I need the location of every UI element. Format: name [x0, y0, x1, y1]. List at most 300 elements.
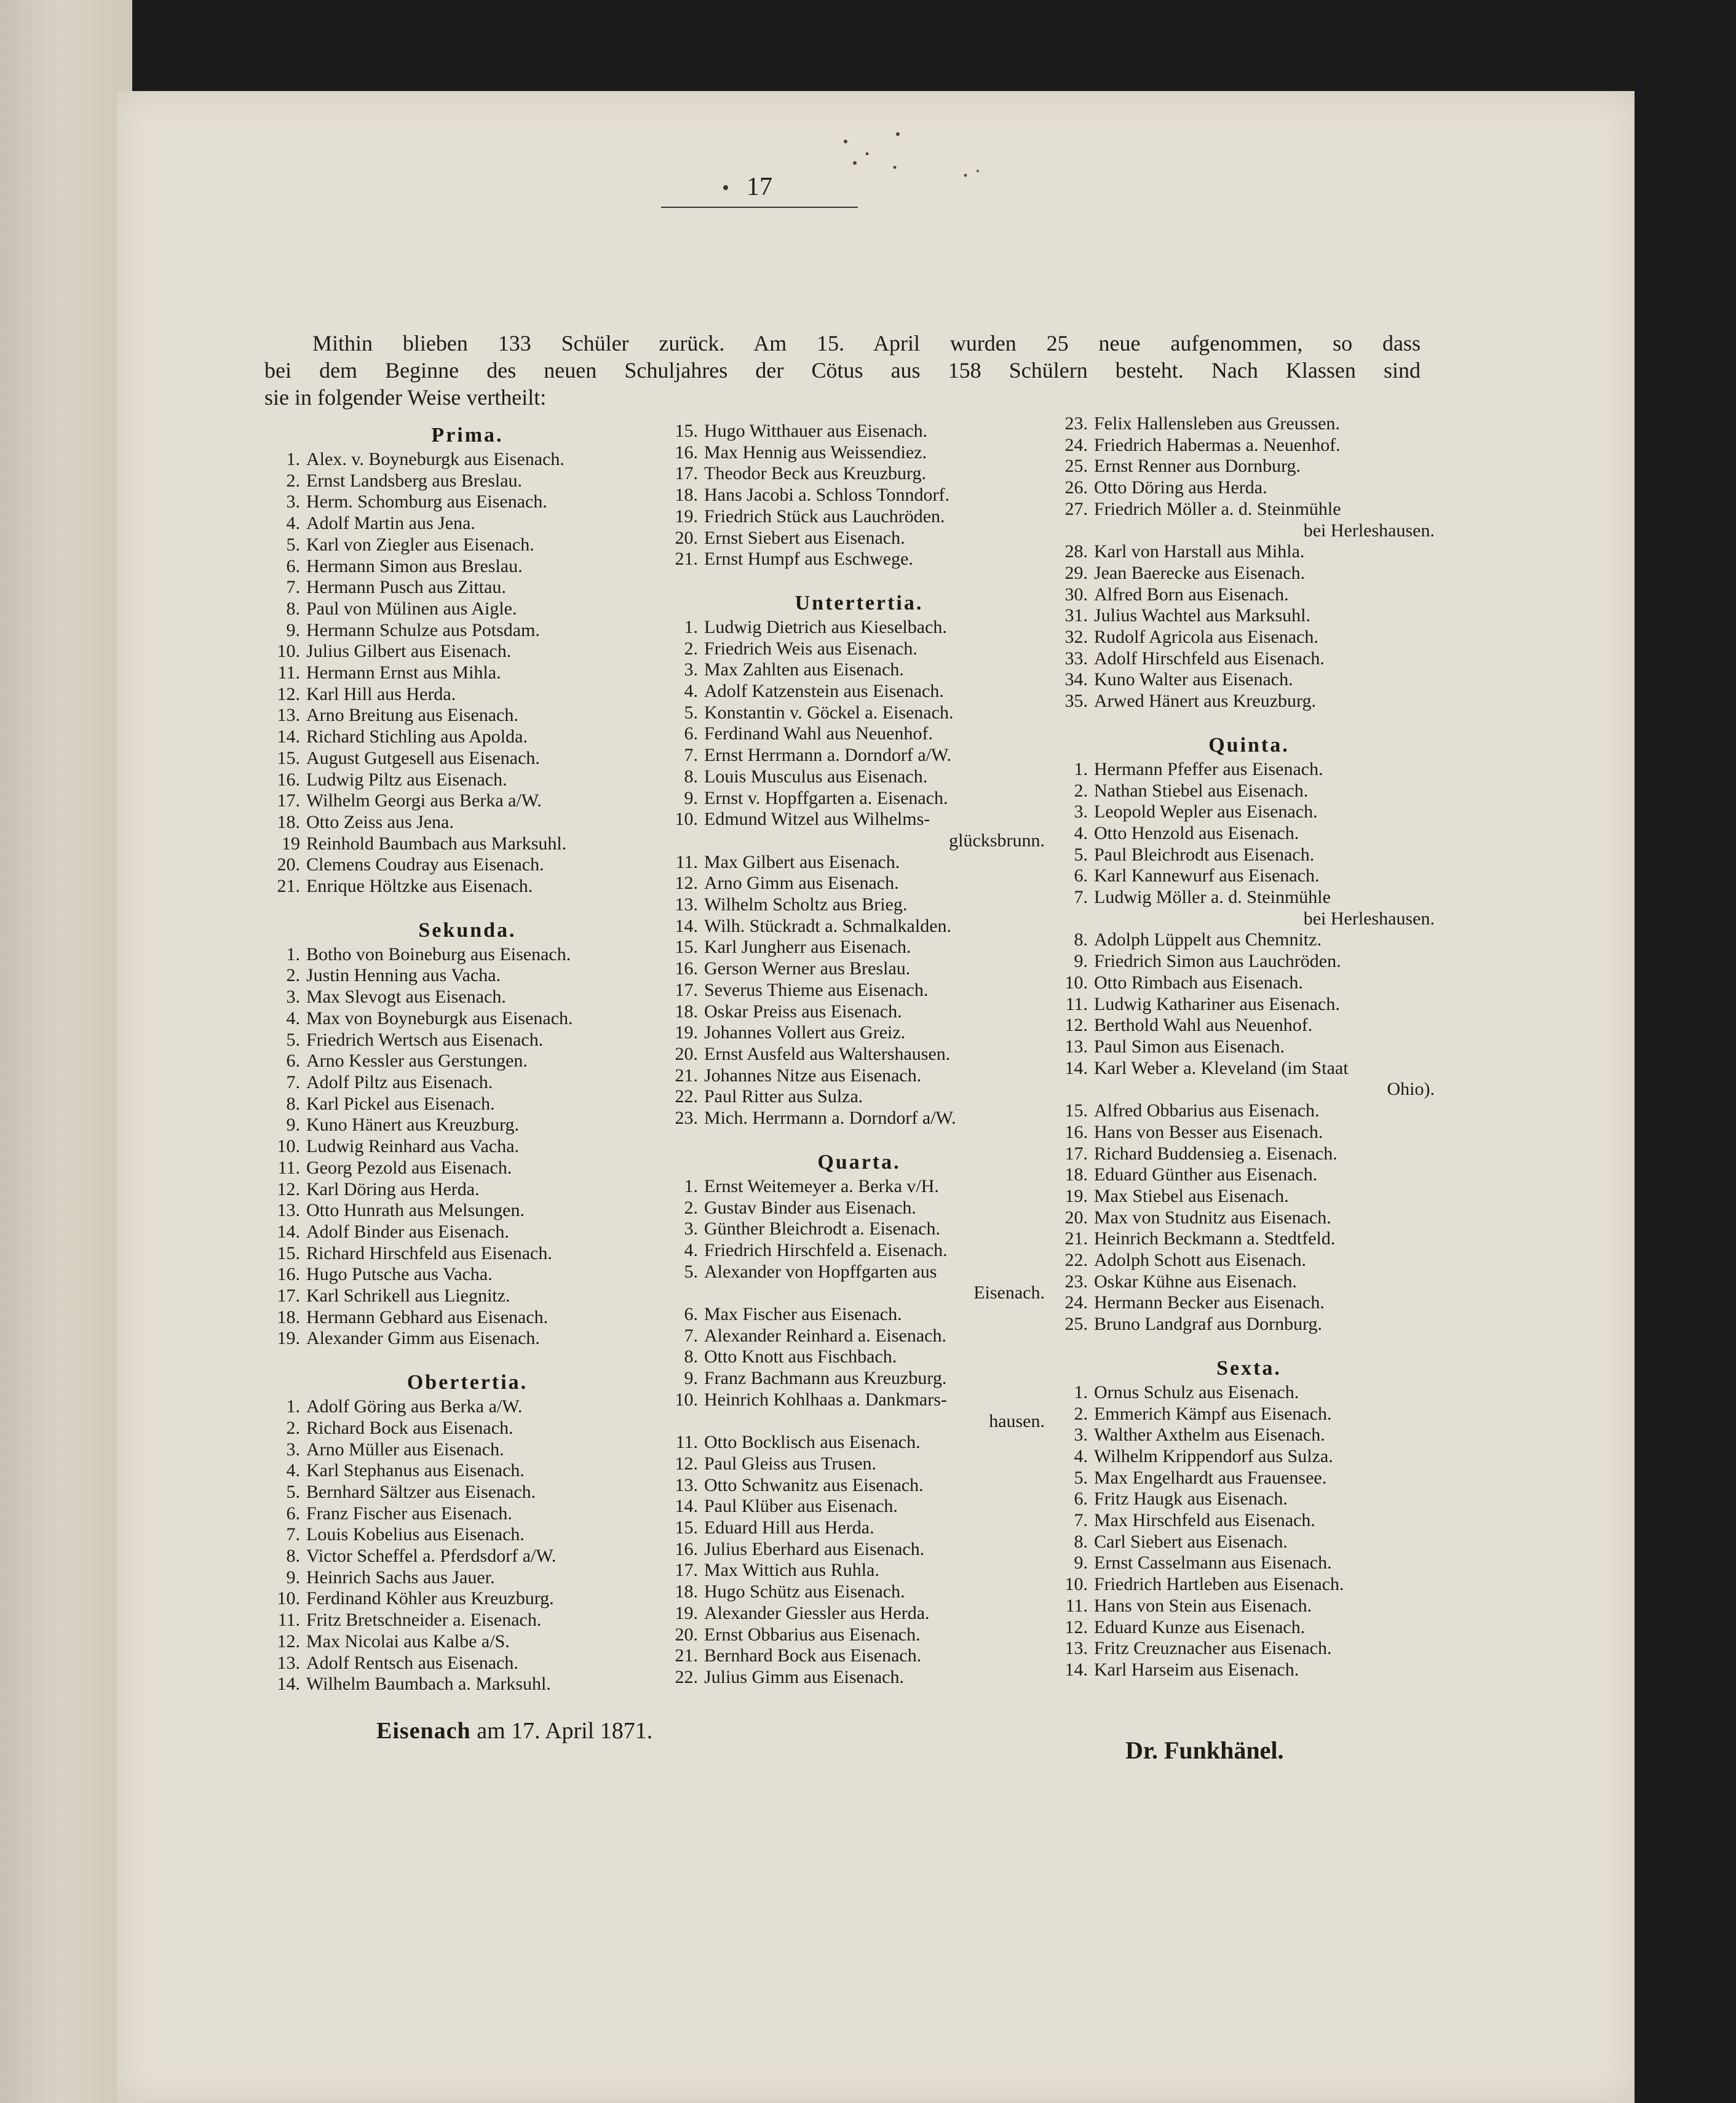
list-item: [264, 1200, 670, 1222]
student-entry: [1094, 929, 1446, 951]
list-item: [1052, 648, 1446, 670]
student-entry: [704, 506, 1056, 528]
item-number: 12.: [675, 1453, 698, 1474]
list-item: [1052, 994, 1446, 1016]
student-entry: [704, 702, 1056, 724]
list-item: [1052, 781, 1446, 802]
student-entry: [1094, 435, 1446, 456]
student-entry: [704, 1326, 1056, 1347]
student-entry: [306, 491, 670, 513]
item-number: 20.: [675, 1624, 698, 1645]
student-entry-text: Adolf Hirschfeld aus Eisenach.: [1094, 648, 1325, 669]
student-entry-text: Walther Axthelm aus Eisenach.: [1094, 1425, 1325, 1445]
list-item: [1052, 1510, 1446, 1532]
student-entry: [704, 1240, 1056, 1262]
list-item: [1052, 1186, 1446, 1207]
student-entry-text: Wilhelm Georgi aus Berka a/W.: [306, 790, 542, 811]
student-entry-text: Ferdinand Wahl aus Neuenhof.: [704, 723, 933, 744]
item-number: 6.: [684, 723, 698, 744]
student-entry: [704, 1667, 1056, 1688]
item-number: 34.: [1064, 669, 1088, 690]
item-number: 4.: [684, 1239, 698, 1260]
class-list-quarta-cont: [1052, 413, 1446, 712]
list-item: [662, 1368, 1056, 1389]
list-item: [264, 535, 670, 556]
intro-line: sie in folgender Weise vertheilt:: [264, 385, 547, 410]
student-entry-text: Otto Rimbach aus Eisenach.: [1094, 972, 1303, 993]
item-number: 15.: [277, 1242, 300, 1263]
student-entry-text: Ernst Ausfeld aus Waltershausen.: [704, 1043, 951, 1064]
student-entry: [306, 833, 670, 855]
item-number: 9.: [684, 1368, 698, 1389]
list-item: [264, 1503, 670, 1525]
student-entry-text: Arno Müller aus Eisenach.: [306, 1439, 504, 1460]
student-entry-text: Severus Thieme aus Eisenach.: [704, 979, 929, 1000]
item-number: 11.: [675, 1432, 698, 1453]
student-entry-text: Franz Bachmann aus Kreuzburg.: [704, 1368, 947, 1389]
page-number: 17: [661, 172, 858, 208]
student-entry: [704, 1496, 1056, 1517]
item-number: 11.: [1065, 993, 1088, 1014]
item-number: 3.: [684, 1218, 698, 1239]
student-entry: [306, 1222, 670, 1243]
item-number: 22.: [675, 1086, 698, 1107]
list-item: [1052, 456, 1446, 477]
student-entry: [306, 1546, 670, 1567]
list-item: [662, 1560, 1056, 1581]
student-entry: [306, 748, 670, 769]
student-entry: [704, 1262, 1056, 1304]
list-item: [1052, 845, 1446, 866]
student-entry: [1094, 1446, 1446, 1468]
list-item: [264, 471, 670, 492]
list-item: [264, 748, 670, 769]
list-item: [662, 1108, 1056, 1129]
list-item: [264, 812, 670, 833]
student-entry: [704, 980, 1056, 1001]
student-entry: [704, 1022, 1056, 1044]
item-number: 16.: [1064, 1121, 1088, 1142]
item-number: 8.: [286, 1093, 300, 1114]
class-list-prima: [264, 449, 670, 897]
student-entry: [306, 1179, 670, 1201]
class-heading-quinta: Quinta.: [1208, 733, 1290, 757]
item-number: 14.: [1064, 1057, 1088, 1078]
item-number: 13.: [1064, 1638, 1088, 1659]
column-3: [1052, 413, 1446, 1681]
student-entry-text: Friedrich Hartleben aus Eisenach.: [1094, 1574, 1344, 1595]
item-number: 19.: [675, 1602, 698, 1623]
student-entry-text: Otto Knott aus Fischbach.: [704, 1346, 897, 1367]
class-list-obertertia-cont: [662, 421, 1056, 570]
list-item: [264, 556, 670, 578]
list-item: [662, 1432, 1056, 1453]
student-entry: [306, 987, 670, 1008]
student-entry: [704, 617, 1056, 638]
student-entry-text: Max von Studnitz aus Eisenach.: [1094, 1207, 1331, 1228]
student-entry: [306, 769, 670, 791]
item-number: 12.: [277, 1179, 300, 1199]
class-heading-sexta: Sexta.: [1216, 1356, 1282, 1380]
item-number: 9.: [1074, 951, 1088, 972]
student-entry-continuation: bei Herleshausen.: [1303, 520, 1435, 541]
list-item: [264, 1588, 670, 1610]
student-entry: [704, 1453, 1056, 1475]
item-number: 17.: [277, 790, 300, 811]
student-entry-text: Karl Stephanus aus Eisenach.: [306, 1460, 525, 1481]
list-item: [1052, 1036, 1446, 1058]
student-entry: [1094, 627, 1446, 648]
student-entry-text: Ludwig Dietrich aus Kieselbach.: [704, 616, 947, 637]
list-item: [662, 1218, 1056, 1240]
student-entry: [1094, 801, 1446, 823]
list-item: [1052, 691, 1446, 712]
student-entry: [704, 463, 1056, 485]
list-item: [1052, 972, 1446, 994]
list-item: [264, 1460, 670, 1482]
item-number: 7.: [684, 1325, 698, 1346]
student-entry: [306, 726, 670, 748]
item-number: 18.: [277, 1306, 300, 1327]
student-entry: [306, 556, 670, 578]
list-item: [1052, 499, 1446, 541]
student-entry-text: Hermann Pfeffer aus Eisenach.: [1094, 758, 1323, 779]
student-entry: [306, 1200, 670, 1222]
student-entry-text: Max von Boyneburgk aus Eisenach.: [306, 1008, 573, 1028]
student-entry-text: Leopold Wepler aus Eisenach.: [1094, 801, 1318, 822]
item-number: 2.: [684, 638, 698, 659]
list-item: [264, 1158, 670, 1179]
student-entry: [1094, 1292, 1446, 1314]
student-entry: [306, 662, 670, 684]
student-entry: [704, 1645, 1056, 1667]
student-entry: [1094, 1228, 1446, 1250]
list-item: [264, 790, 670, 812]
item-number: 3.: [286, 987, 300, 1008]
student-entry: [306, 449, 670, 471]
list-item: [1052, 887, 1446, 929]
item-number: 17.: [675, 979, 698, 1000]
item-number: 23.: [1064, 1271, 1088, 1292]
student-entry-text: Hans von Stein aus Eisenach.: [1094, 1595, 1312, 1616]
list-item: [1052, 1425, 1446, 1446]
list-item: [264, 1222, 670, 1243]
list-item: [264, 1286, 670, 1307]
list-item: [264, 1482, 670, 1503]
item-number: 2.: [286, 1417, 300, 1438]
student-entry: [704, 1517, 1056, 1539]
item-number: 30.: [1064, 584, 1088, 605]
list-item: [1052, 1143, 1446, 1165]
student-entry-text: Ludwig Reinhard aus Vacha.: [306, 1136, 520, 1157]
student-entry-text: Otto Bocklisch aus Eisenach.: [704, 1432, 921, 1453]
item-number: 1.: [286, 944, 300, 964]
item-number: 12.: [1064, 1015, 1088, 1036]
student-entry: [1094, 1271, 1446, 1293]
student-entry-text: Adolf Martin aus Jena.: [306, 513, 475, 534]
list-item: [1052, 1446, 1446, 1468]
list-item: [264, 513, 670, 535]
list-item: [1052, 477, 1446, 499]
list-item: [1052, 1314, 1446, 1335]
list-item: [662, 1496, 1056, 1517]
item-number: 21.: [675, 549, 698, 570]
item-number: 23.: [675, 1108, 698, 1129]
student-entry-text: Hugo Putsche aus Vacha.: [306, 1264, 493, 1285]
student-entry: [306, 1072, 670, 1094]
item-number: 7.: [286, 1071, 300, 1092]
list-item: [1052, 584, 1446, 606]
item-number: 1.: [286, 1396, 300, 1417]
student-entry-text: Karl Hill aus Herda.: [306, 683, 456, 704]
student-entry-text: Herm. Schomburg aus Eisenach.: [306, 491, 547, 512]
student-entry: [306, 1503, 670, 1525]
student-entry-text: Eduard Kunze aus Eisenach.: [1094, 1616, 1306, 1637]
student-entry: [1094, 605, 1446, 627]
list-item: [264, 1567, 670, 1589]
student-entry-text: Ernst v. Hopffgarten a. Eisenach.: [704, 787, 948, 808]
student-entry: [704, 1581, 1056, 1603]
item-number: 4.: [1074, 822, 1088, 843]
student-entry: [704, 528, 1056, 549]
student-entry: [1094, 1058, 1446, 1100]
item-number: 1.: [1074, 758, 1088, 779]
student-entry-text: Ornus Schulz aus Eisenach.: [1094, 1381, 1299, 1402]
item-number: 7.: [1074, 1510, 1088, 1531]
student-entry: [1094, 477, 1446, 499]
student-entry: [704, 1065, 1056, 1087]
list-item: [662, 873, 1056, 894]
student-entry: [306, 790, 670, 812]
student-entry-text: Adolf Katzenstein aus Eisenach.: [704, 681, 944, 702]
item-number: 16.: [675, 1538, 698, 1559]
student-entry-text: Ferdinand Köhler aus Kreuzburg.: [306, 1588, 554, 1609]
student-entry: [306, 1460, 670, 1482]
student-entry-text: Friedrich Möller a. d. Steinmühle: [1094, 498, 1341, 519]
student-entry: [704, 1475, 1056, 1497]
student-entry: [1094, 972, 1446, 994]
class-heading-sekunda: Sekunda.: [418, 918, 517, 942]
student-entry: [1094, 1164, 1446, 1186]
student-entry-text: Richard Buddensieg a. Eisenach.: [1094, 1143, 1338, 1164]
list-item: [1052, 627, 1446, 648]
item-number: 3.: [286, 1439, 300, 1460]
student-entry-text: Richard Bock aus Eisenach.: [306, 1417, 513, 1438]
list-item: [264, 1072, 670, 1094]
list-item: [662, 617, 1056, 638]
student-entry-text: Oskar Kühne aus Eisenach.: [1094, 1271, 1297, 1292]
student-entry-text: Otto Zeiss aus Jena.: [306, 811, 454, 832]
student-entry: [704, 1044, 1056, 1065]
student-entry-text: Max Nicolai aus Kalbe a/S.: [306, 1631, 510, 1652]
list-item: [662, 421, 1056, 442]
list-item: [264, 641, 670, 662]
student-entry: [704, 1086, 1056, 1108]
item-number: 20.: [1064, 1207, 1088, 1228]
student-entry: [1094, 1468, 1446, 1489]
item-number: 11.: [277, 1157, 300, 1178]
item-number: 2.: [286, 470, 300, 491]
student-entry: [1094, 823, 1446, 845]
student-entry-text: Victor Scheffel a. Pferdsdorf a/W.: [306, 1546, 557, 1567]
list-item: [264, 987, 670, 1008]
student-entry-text: Emmerich Kämpf aus Eisenach.: [1094, 1403, 1332, 1424]
item-number: 2.: [684, 1197, 698, 1218]
student-entry-text: Fritz Bretschneider a. Eisenach.: [306, 1610, 542, 1631]
student-entry-text: Fritz Creuznacher aus Eisenach.: [1094, 1638, 1332, 1659]
list-item: [264, 1631, 670, 1653]
student-entry-text: Hugo Schütz aus Eisenach.: [704, 1581, 905, 1602]
list-item: [662, 788, 1056, 809]
student-entry: [704, 485, 1056, 506]
student-entry: [704, 1432, 1056, 1453]
student-entry-text: Hermann Becker aus Eisenach.: [1094, 1292, 1325, 1313]
item-number: 13.: [1064, 1036, 1088, 1057]
student-entry-text: Eduard Hill aus Herda.: [704, 1517, 874, 1538]
student-entry: [306, 1418, 670, 1439]
item-number: 8.: [286, 598, 300, 619]
student-entry-text: Bernhard Bock aus Eisenach.: [704, 1645, 922, 1666]
student-entry: [306, 1094, 670, 1115]
student-entry: [704, 788, 1056, 809]
list-item: [662, 1581, 1056, 1603]
student-entry: [306, 965, 670, 987]
list-item: [662, 1603, 1056, 1624]
student-entry-text: Günther Bleichrodt a. Eisenach.: [704, 1218, 941, 1239]
list-item: [1052, 1638, 1446, 1660]
student-entry-text: Kuno Hänert aus Kreuzburg.: [306, 1115, 520, 1135]
student-entry: [1094, 563, 1446, 584]
student-entry-text: Ernst Obbarius aus Eisenach.: [704, 1624, 921, 1645]
intro-line: bei dem Beginne des neuen Schuljahres der Cötus aus 158 Schülern besteht. Nach Klassen sind: [264, 358, 1421, 383]
item-number: 26.: [1064, 477, 1088, 498]
student-entry-text: Friedrich Weis aus Eisenach.: [704, 638, 918, 659]
item-number: 13.: [675, 894, 698, 915]
item-number: 21.: [675, 1645, 698, 1666]
student-entry-text: Paul Simon aus Eisenach.: [1094, 1036, 1285, 1057]
student-entry-text: Max Hirschfeld aus Eisenach.: [1094, 1510, 1315, 1531]
student-entry: [306, 1674, 670, 1695]
student-entry-text: Adolph Lüppelt aus Chemnitz.: [1094, 929, 1322, 950]
list-item: [264, 1328, 670, 1350]
class-heading-quarta: Quarta.: [817, 1150, 901, 1174]
student-entry: [704, 937, 1056, 958]
student-entry-text: Wilh. Stückradt a. Schmalkalden.: [704, 915, 952, 936]
item-number: 23.: [1064, 413, 1088, 434]
student-entry-text: Julius Gimm aus Eisenach.: [704, 1666, 904, 1687]
list-item: [264, 1179, 670, 1201]
item-number: 12.: [1064, 1616, 1088, 1637]
list-item: [662, 485, 1056, 506]
student-entry: [704, 873, 1056, 894]
student-entry: [1094, 1552, 1446, 1574]
student-entry: [1094, 1382, 1446, 1404]
list-item: [1052, 1228, 1446, 1250]
item-number: 16.: [277, 1264, 300, 1285]
student-entry: [1094, 1015, 1446, 1036]
list-item: [1052, 1100, 1446, 1122]
student-entry: [306, 535, 670, 556]
list-item: [264, 705, 670, 726]
student-entry-text: Hans von Besser aus Eisenach.: [1094, 1121, 1323, 1142]
student-entry: [704, 638, 1056, 660]
class-list-obertertia: [264, 1396, 670, 1695]
list-item: [662, 1389, 1056, 1432]
student-entry-text: Ernst Herrmann a. Dorndorf a/W.: [704, 745, 952, 766]
student-entry-text: Ernst Humpf aus Eschwege.: [704, 549, 913, 570]
item-number: 6.: [1074, 865, 1088, 886]
list-item: [1052, 801, 1446, 823]
student-entry-text: Otto Schwanitz aus Eisenach.: [704, 1474, 924, 1495]
list-item: [264, 1051, 670, 1072]
student-entry: [306, 876, 670, 897]
student-entry: [1094, 887, 1446, 929]
student-entry: [1094, 1186, 1446, 1207]
student-entry: [1094, 759, 1446, 781]
student-entry-text: Paul von Mülinen aus Aigle.: [306, 598, 517, 619]
item-number: 8.: [684, 766, 698, 787]
list-item: [662, 1667, 1056, 1688]
list-item: [1052, 435, 1446, 456]
item-number: 14.: [1064, 1659, 1088, 1680]
list-item: [662, 549, 1056, 570]
footer-place-date: [376, 1717, 652, 1744]
item-number: 10.: [675, 1389, 698, 1410]
student-entry-text: Johannes Vollert aus Greiz.: [704, 1022, 906, 1043]
item-number: 2.: [1074, 780, 1088, 801]
item-number: 3.: [1074, 801, 1088, 822]
student-entry: [1094, 1425, 1446, 1446]
list-item: [264, 1008, 670, 1030]
item-number: 10.: [277, 641, 300, 662]
student-entry-text: Max Gilbert aus Eisenach.: [704, 851, 900, 872]
item-number: 32.: [1064, 627, 1088, 648]
student-entry-text: Paul Ritter aus Sulza.: [704, 1086, 863, 1107]
student-entry-text: Max Engelhardt aus Frauensee.: [1094, 1467, 1327, 1488]
student-entry-text: Fritz Haugk aus Eisenach.: [1094, 1489, 1288, 1509]
student-entry-text: Hermann Schulze aus Potsdam.: [306, 619, 540, 640]
class-heading-untertertia: Untertertia.: [795, 591, 924, 614]
student-entry: [1094, 1122, 1446, 1143]
student-entry-text: Jean Baerecke aus Eisenach.: [1094, 562, 1306, 583]
student-entry: [1094, 1617, 1446, 1639]
list-item: [1052, 563, 1446, 584]
list-item: [662, 723, 1056, 745]
list-item: [662, 852, 1056, 873]
list-item: [1052, 1468, 1446, 1489]
list-item: [662, 1086, 1056, 1108]
student-entry: [704, 1198, 1056, 1219]
item-number: 6.: [684, 1304, 698, 1325]
item-number: 21.: [675, 1065, 698, 1086]
class-list-quarta: [662, 1176, 1056, 1688]
student-entry: [1094, 1574, 1446, 1596]
student-entry: [1094, 1660, 1446, 1681]
student-entry-text: Konstantin v. Göckel a. Eisenach.: [704, 702, 954, 723]
item-number: 15.: [675, 421, 698, 441]
list-item: [264, 1396, 670, 1418]
student-entry-text: Hans Jacobi a. Schloss Tonndorf.: [704, 485, 949, 506]
list-item: [662, 1346, 1056, 1368]
student-entry-text: Richard Stichling aus Apolda.: [306, 726, 528, 747]
list-item: [662, 1044, 1056, 1065]
list-item: [264, 1610, 670, 1631]
list-item: [1052, 1058, 1446, 1100]
student-entry: [1094, 1036, 1446, 1058]
student-entry-text: Hermann Ernst aus Mihla.: [306, 662, 501, 683]
class-heading-obertertia: Obertertia.: [406, 1371, 528, 1394]
footer-place: Eisenach: [376, 1718, 471, 1744]
